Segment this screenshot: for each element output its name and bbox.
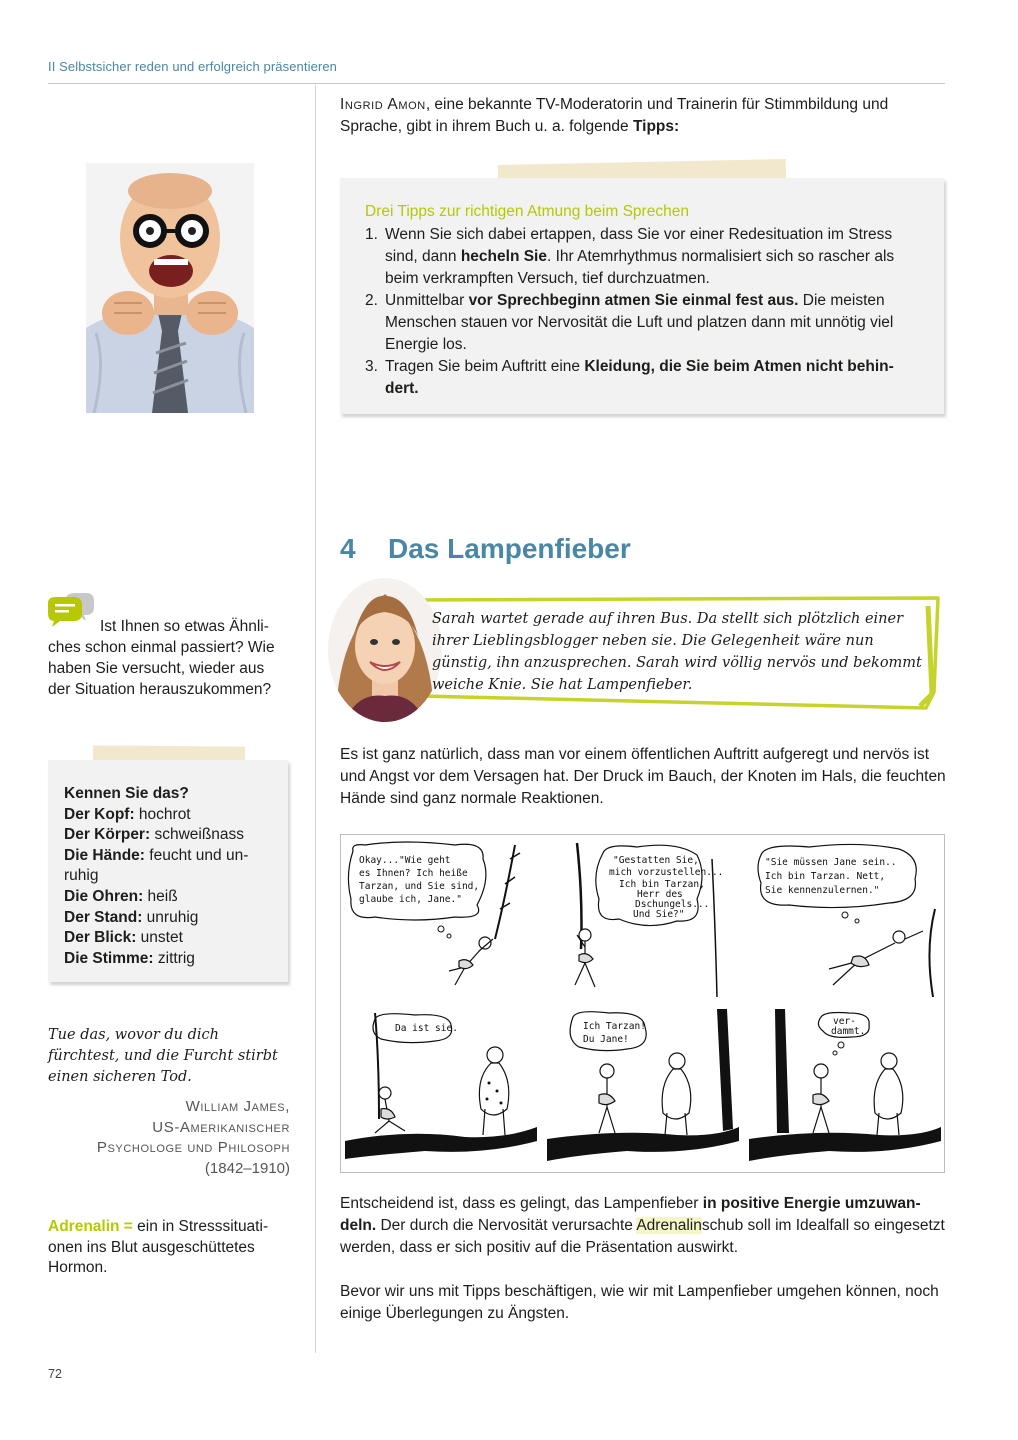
comic-speech: es Ihnen? Ich heiße bbox=[359, 868, 468, 879]
comic-panel bbox=[345, 839, 537, 997]
tip-item bbox=[365, 290, 920, 356]
comic-speech: dammt. bbox=[831, 1026, 866, 1037]
intro-bold: Tipps: bbox=[632, 118, 680, 135]
adrenalin-highlight: Adrenalin bbox=[636, 1217, 702, 1234]
tip-text: Wenn Sie sich dabei ertappen, dass Sie vor einer Redesituation im Stress sind, dann bbox=[385, 226, 893, 265]
tip-number: 1. bbox=[365, 226, 378, 243]
comic-speech: Ich Tarzan! bbox=[583, 1021, 646, 1032]
para-text: schub soll im Idealfall so eingesetzt werden, dass er sich positiv auf die Präsentation auswirkt. bbox=[340, 1217, 945, 1256]
symptom-row: Die Ohren: heiß bbox=[64, 887, 178, 905]
sarah-story-text: Sarah wartet gerade auf ihren Bus. Da stellt sich plötzlich einer ihrer Lieblingsblogger neben sie. Die Gelegenheit wäre nun günstig, ihn anzusprechen. Sarah wird völlig nervös und bekommt weiche Knie. Sie hat Lampenfieber. bbox=[432, 611, 922, 693]
symptom-row: Die Hände: feucht und unruhig bbox=[64, 846, 249, 885]
symptom-row: Der Kopf: hochrot bbox=[64, 805, 191, 823]
section-title: Das Lampenfieber bbox=[388, 533, 631, 564]
comic-speech: Und Sie?" bbox=[633, 909, 685, 920]
tip-item bbox=[365, 224, 920, 290]
photo-excited-man bbox=[86, 163, 254, 413]
comic-panel bbox=[749, 1009, 941, 1167]
symptoms-title: Kennen Sie das? bbox=[64, 785, 189, 802]
intro-text: , eine bekannte TV-Moderatorin und Trainerin für Stimmbildung und Sprache, gibt in ihrem Buch u. a. folgende bbox=[340, 96, 889, 135]
tip-text: Die meisten Menschen stauen vor Nervosität die Luft und platzen dann mit unnötig viel Energie los. bbox=[385, 292, 894, 353]
tip-text: Tragen Sie beim Auftritt eine bbox=[385, 358, 585, 375]
symptom-row: Der Stand: unruhig bbox=[64, 908, 199, 926]
comic-panel bbox=[749, 839, 941, 997]
symptom-row: Der Blick: unstet bbox=[64, 929, 183, 947]
tips-box bbox=[340, 178, 944, 414]
comic-speech: glaube ich, Jane." bbox=[359, 894, 462, 905]
para-text: Der durch die Nervosität verursachte bbox=[376, 1217, 637, 1234]
comic-speech: Herr des bbox=[637, 889, 683, 900]
comic-panel bbox=[547, 1009, 739, 1167]
paragraph-positive-energy bbox=[340, 1193, 946, 1259]
tip-text: . Ihr Atemrhythmus normalisiert sich so rascher als beim verkrampften Versuch, tief durchzuatmen. bbox=[385, 248, 895, 287]
glossary-term: Adrenalin = bbox=[48, 1218, 133, 1235]
quote-text: Tue das, wovor du dich fürchtest, und die Furcht stirbt einen sicheren Tod. bbox=[48, 1027, 278, 1085]
tip-bold: Kleidung, die Sie beim Atmen nicht behindert. bbox=[385, 358, 894, 397]
comic-speech: ver- bbox=[833, 1016, 856, 1027]
tip-number: 3. bbox=[365, 358, 378, 375]
paragraph-fears: Bevor wir uns mit Tipps beschäftigen, wie wir mit Lampenfieber umgehen können, noch einige Überlegungen zu Ängsten. bbox=[340, 1283, 939, 1322]
comic-strip bbox=[340, 834, 945, 1173]
symptoms-box bbox=[48, 760, 288, 982]
comic-panel bbox=[547, 839, 739, 997]
para-text: Entscheidend ist, dass es gelingt, das Lampenfieber bbox=[340, 1195, 703, 1212]
running-title: II Selbstsicher reden und erfolgreich präsentieren bbox=[48, 59, 337, 74]
tips-title: Drei Tipps zur richtigen Atmung beim Sprechen bbox=[365, 203, 689, 220]
para-bold: in positive Energie umzuwandeln. bbox=[340, 1195, 921, 1234]
intro-paragraph bbox=[340, 94, 946, 138]
comic-speech: mich vorzustellen... bbox=[609, 867, 724, 878]
question-text: Ist Ihnen so etwas Ähnliches schon einmal passiert? Wie haben Sie versucht, wieder aus der Situation herauszukommen? bbox=[48, 618, 275, 698]
symptom-row: Die Stimme: zittrig bbox=[64, 949, 195, 967]
symptom-row: Der Körper: schweißnass bbox=[64, 826, 245, 844]
tip-text: Unmittelbar bbox=[385, 292, 469, 309]
glossary-adrenalin bbox=[48, 1217, 288, 1279]
symptoms-content bbox=[64, 784, 264, 969]
tip-bold: vor Sprechbeginn atmen Sie einmal fest aus. bbox=[468, 292, 799, 309]
section-number: 4 bbox=[340, 533, 356, 564]
comic-speech: Ich bin Tarzan, bbox=[619, 879, 705, 890]
comic-speech: Dschungels... bbox=[635, 899, 710, 910]
glossary-definition: ein in Stresssituationen ins Blut ausgeschüttetes Hormon. bbox=[48, 1218, 269, 1277]
comic-speech: Sie kennenzulernen." bbox=[765, 885, 880, 896]
comic-speech: Okay..."Wie geht bbox=[359, 855, 451, 866]
comic-speech: Da ist sie. bbox=[395, 1023, 458, 1034]
tips-list bbox=[365, 224, 920, 400]
quote-author: William James, US-Amerikanischer Psychologe und Philosoph (1842–1910) bbox=[96, 1098, 290, 1177]
section-heading bbox=[340, 533, 631, 565]
comic-panel bbox=[345, 1009, 537, 1167]
comic-speech: Ich bin Tarzan. Nett, bbox=[765, 871, 886, 882]
page-number: 72 bbox=[48, 1367, 62, 1381]
tip-bold: hecheln Sie bbox=[460, 248, 547, 265]
tip-item bbox=[365, 356, 920, 400]
tip-number: 2. bbox=[365, 292, 378, 309]
paragraph-nervousness: Es ist ganz natürlich, dass man vor einem öffentlichen Auftritt aufgeregt und nervös ist und Angst vor dem Versagen hat. Der Druck im Bauch, der Knoten im Hals, die feuchten Hände sind ganz normale Reaktionen. bbox=[340, 746, 946, 807]
author-name: Ingrid Amon bbox=[340, 96, 426, 113]
comic-speech: "Gestatten Sie, bbox=[613, 855, 699, 866]
photo-sarah bbox=[326, 574, 444, 724]
comic-speech: Tarzan, und Sie sind, bbox=[359, 881, 480, 892]
running-header bbox=[48, 58, 945, 84]
comic-speech: "Sie müssen Jane sein.. bbox=[765, 857, 897, 868]
column-divider bbox=[315, 85, 316, 1353]
reflection-question bbox=[48, 594, 288, 700]
comic-speech: Du Jane! bbox=[583, 1034, 629, 1045]
